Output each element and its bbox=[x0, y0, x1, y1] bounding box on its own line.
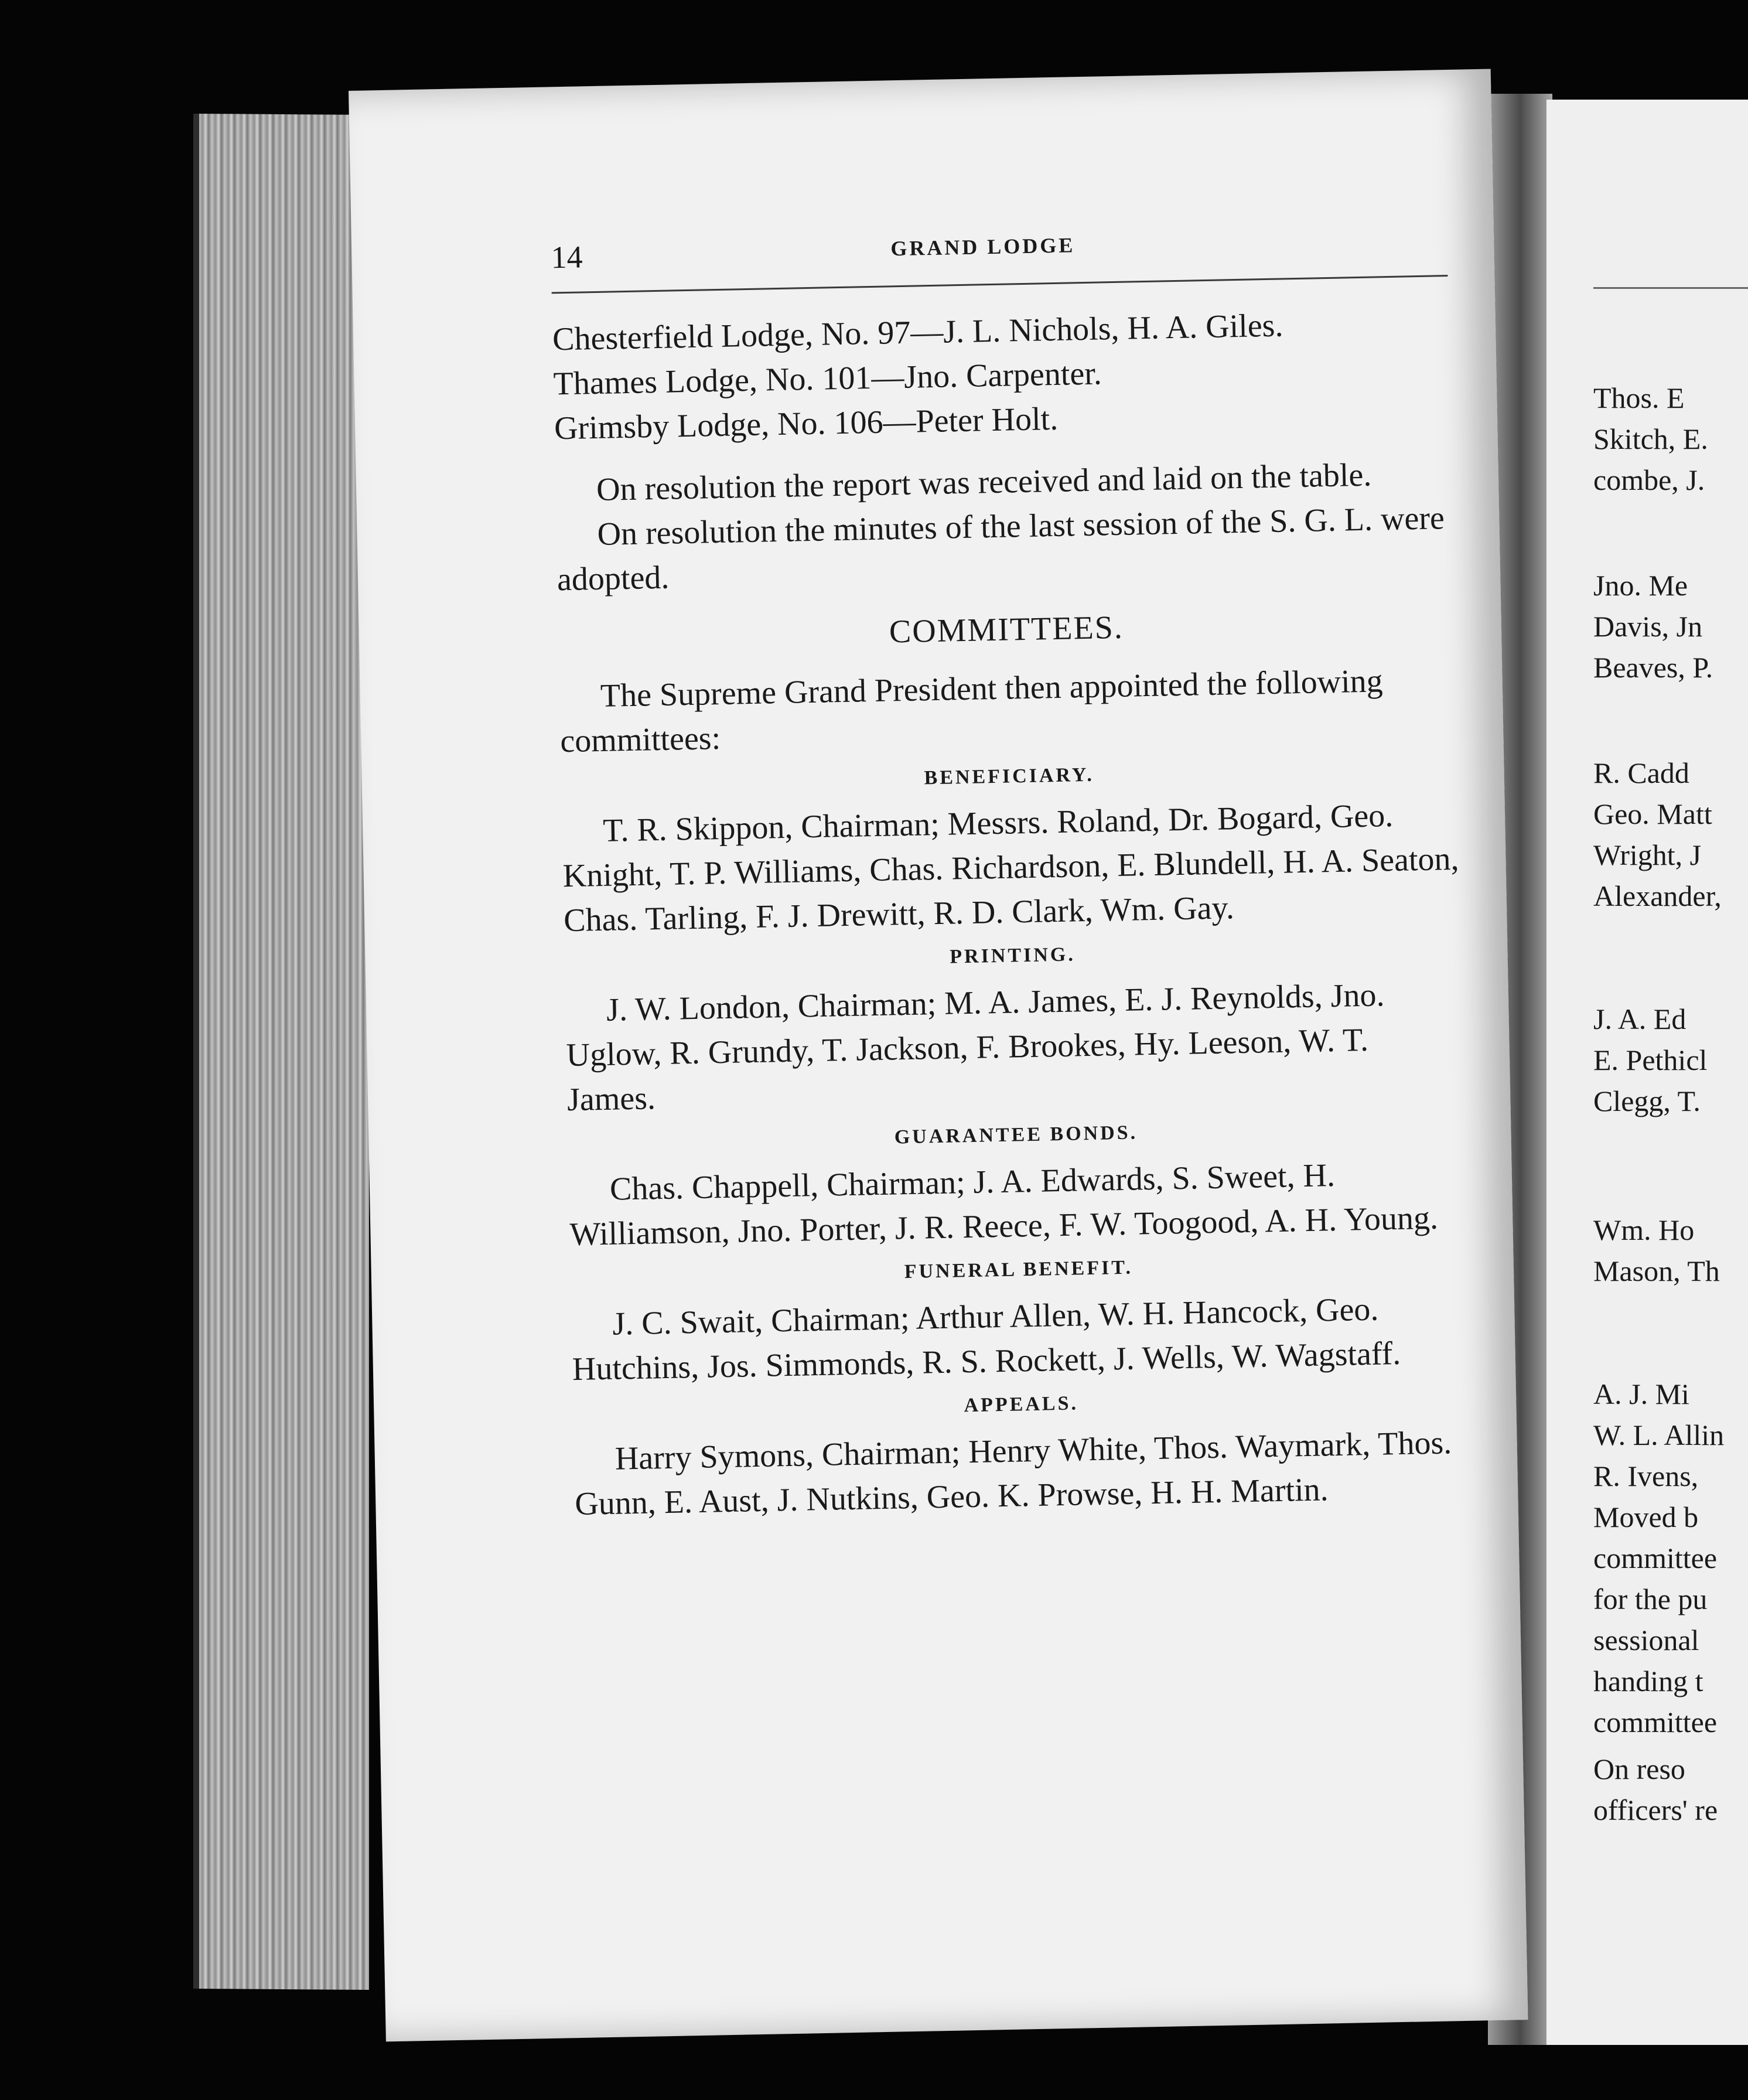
committee-heading: BENEFICIARY. bbox=[924, 763, 1095, 789]
committee-members: T. R. Skippon, Chairman; Messrs. Roland, Dr. Bogard, Geo. Knight, T. P. Williams, Chas. Richardson, E. Blundell, H. A. Seaton, Chas. Tarling, F. J. Drewitt, R. D. Clark, Wm. Gay. bbox=[562, 797, 1460, 939]
facing-page-line: R. Cadd bbox=[1593, 756, 1689, 789]
facing-page-line: Geo. Matt bbox=[1593, 797, 1712, 830]
facing-page-line: Jno. Me bbox=[1593, 569, 1688, 602]
facing-page-line: Wm. Ho bbox=[1593, 1213, 1695, 1246]
lodge-line: Chesterfield Lodge, No. 97—J. L. Nichols, H. A. Giles. bbox=[552, 307, 1283, 358]
facing-page-line: Moved b bbox=[1593, 1501, 1699, 1533]
resolution-paragraph: On resolution the minutes of the last session of the S. G. L. were adopted. bbox=[557, 500, 1445, 598]
facing-page-line: handing t bbox=[1593, 1665, 1703, 1697]
committee-heading: APPEALS. bbox=[964, 1392, 1079, 1417]
page-header bbox=[551, 222, 1447, 292]
page-content bbox=[551, 222, 1472, 1526]
facing-page-line: sessional bbox=[1593, 1624, 1699, 1656]
facing-page-line: committee bbox=[1593, 1706, 1718, 1738]
facing-page-line: Beaves, P. bbox=[1593, 651, 1713, 684]
running-head: GRAND LODGE bbox=[890, 233, 1076, 261]
lodge-line: Thames Lodge, No. 101—Jno. Carpenter. bbox=[553, 355, 1102, 403]
facing-page-line: On reso bbox=[1593, 1753, 1685, 1785]
facing-page-line: J. A. Ed bbox=[1593, 1003, 1686, 1035]
committee-members: J. W. London, Chairman; M. A. James, E. J. Reynolds, Jno. Uglow, R. Grundy, T. Jackson, F. Brookes, Hy. Leeson, W. T. James. bbox=[566, 977, 1385, 1119]
facing-page-line: R. Ivens, bbox=[1593, 1460, 1699, 1492]
book-page bbox=[349, 69, 1528, 2042]
committee-members: Chas. Chappell, Chairman; J. A. Edwards, S. Sweet, H. Williamson, Jno. Porter, J. R. Reece, F. W. Toogood, A. H. Young. bbox=[569, 1157, 1439, 1253]
facing-page-line: Thos. E bbox=[1593, 381, 1685, 414]
committee-heading: GUARANTEE BONDS. bbox=[894, 1121, 1138, 1148]
page-number: 14 bbox=[550, 239, 583, 275]
facing-page-line: A. J. Mi bbox=[1593, 1378, 1689, 1410]
committee-members: Harry Symons, Chairman; Henry White, Thos. Waymark, Thos. Gunn, E. Aust, J. Nutkins, Geo. K. Prowse, H. H. Martin. bbox=[574, 1424, 1452, 1523]
facing-page-line: officers' re bbox=[1593, 1794, 1718, 1826]
committees-title: COMMITTEES. bbox=[889, 609, 1124, 650]
committee-heading: FUNERAL BENEFIT. bbox=[904, 1256, 1134, 1283]
lodge-line: Grimsby Lodge, No. 106—Peter Holt. bbox=[554, 400, 1059, 447]
facing-page-line: committee bbox=[1593, 1542, 1718, 1574]
committees-intro: The Supreme Grand President then appointed the following committees: bbox=[559, 663, 1384, 760]
facing-page-line: Wright, J bbox=[1593, 838, 1702, 871]
facing-page-line: for the pu bbox=[1593, 1583, 1708, 1615]
facing-page-line: Davis, Jn bbox=[1593, 610, 1703, 643]
facing-page-line: Mason, Th bbox=[1593, 1254, 1720, 1287]
facing-page-line: Clegg, T. bbox=[1593, 1085, 1701, 1117]
facing-page-line: Alexander, bbox=[1593, 879, 1722, 912]
facing-page-line: E. Pethicl bbox=[1593, 1044, 1708, 1076]
facing-page bbox=[1546, 100, 1748, 2045]
facing-page-header-rule bbox=[1593, 287, 1748, 289]
facing-page-line: Skitch, E. bbox=[1593, 422, 1708, 455]
page-edges bbox=[193, 114, 369, 1990]
resolution-paragraph: On resolution the report was received and laid on the table. bbox=[596, 456, 1372, 508]
committee-heading: PRINTING. bbox=[949, 943, 1076, 968]
facing-page-line: combe, J. bbox=[1593, 463, 1705, 496]
committee-members: J. C. Swait, Chairman; Arthur Allen, W. H. Hancock, Geo. Hutchins, Jos. Simmonds, R. S. Rockett, J. Wells, W. Wagstaff. bbox=[572, 1291, 1401, 1388]
facing-page-line: W. L. Allin bbox=[1593, 1419, 1725, 1451]
